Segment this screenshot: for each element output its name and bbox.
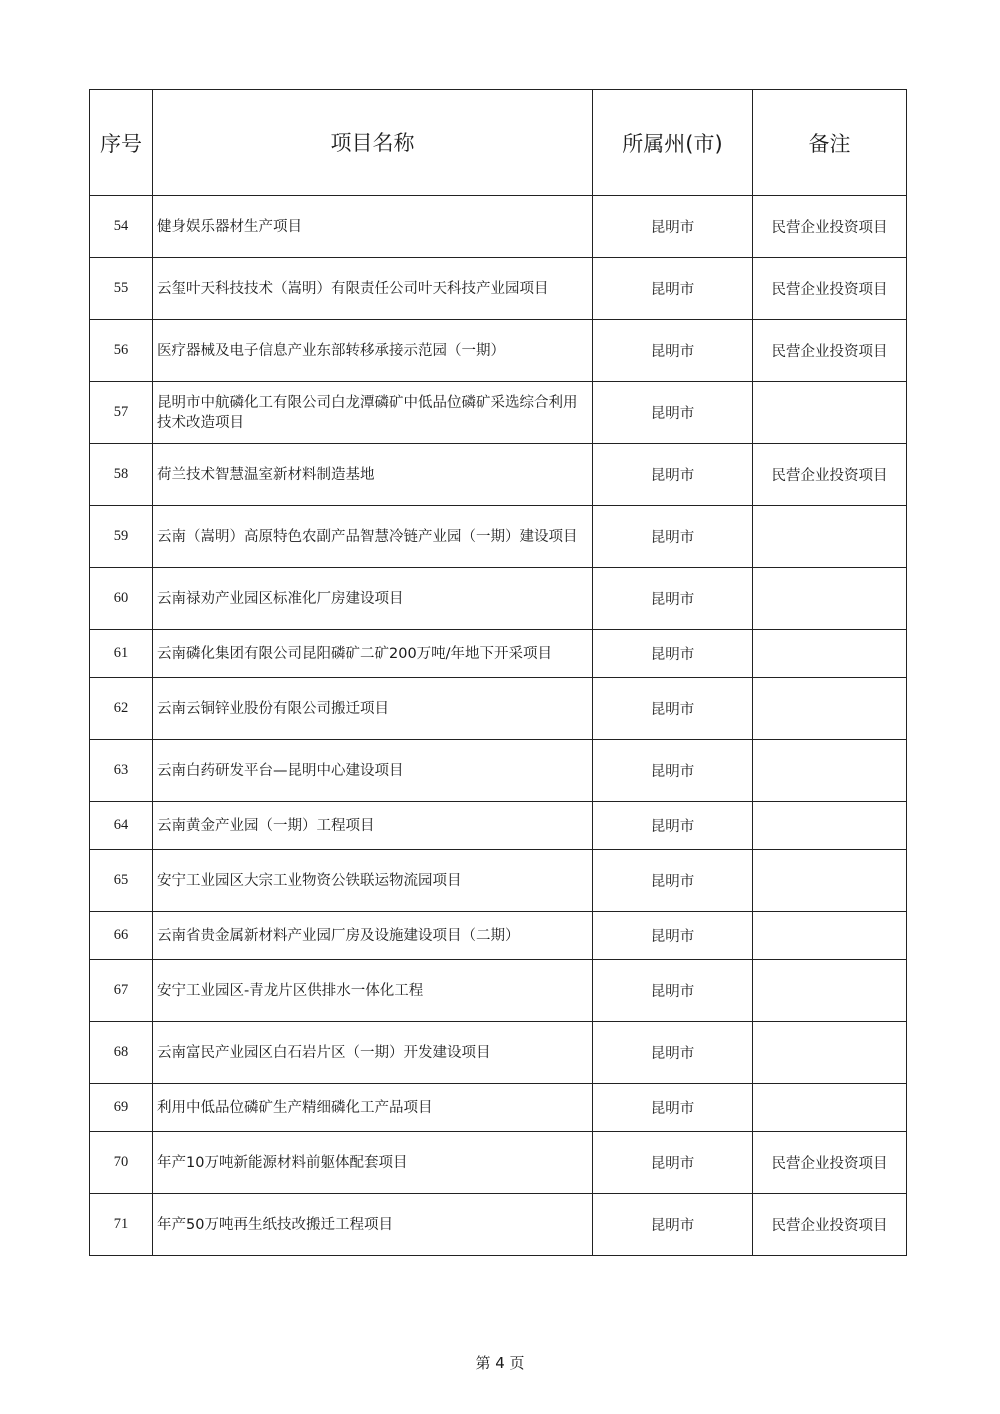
row-prefecture: 昆明市 (593, 1022, 753, 1084)
row-remarks (753, 740, 907, 802)
row-remarks (753, 1084, 907, 1132)
row-serial-number: 69 (90, 1084, 153, 1132)
header-remarks: 备注 (753, 90, 907, 196)
row-remarks (753, 506, 907, 568)
table-row (90, 740, 907, 802)
row-project-name: 昆明市中航磷化工有限公司白龙潭磷矿中低品位磷矿采选综合利用技术改造项目 (153, 382, 593, 444)
row-project-name: 云南（嵩明）高原特色农副产品智慧冷链产业园（一期）建设项目 (153, 506, 593, 568)
row-prefecture: 昆明市 (593, 1194, 753, 1256)
row-remarks (753, 802, 907, 850)
table-row (90, 1022, 907, 1084)
row-project-name: 年产50万吨再生纸技改搬迁工程项目 (153, 1194, 593, 1256)
table-row (90, 444, 907, 506)
table-row (90, 802, 907, 850)
row-project-name: 云南省贵金属新材料产业园厂房及设施建设项目（二期） (153, 912, 593, 960)
row-remarks: 民营企业投资项目 (753, 1132, 907, 1194)
row-remarks (753, 912, 907, 960)
row-serial-number: 62 (90, 678, 153, 740)
row-remarks: 民营企业投资项目 (753, 196, 907, 258)
row-prefecture: 昆明市 (593, 630, 753, 678)
row-remarks (753, 630, 907, 678)
row-remarks (753, 382, 907, 444)
row-project-name: 云南白药研发平台—昆明中心建设项目 (153, 740, 593, 802)
table-row (90, 382, 907, 444)
row-prefecture: 昆明市 (593, 1132, 753, 1194)
row-remarks: 民营企业投资项目 (753, 258, 907, 320)
table-row (90, 506, 907, 568)
row-prefecture: 昆明市 (593, 802, 753, 850)
row-remarks (753, 960, 907, 1022)
row-serial-number: 67 (90, 960, 153, 1022)
table-row (90, 960, 907, 1022)
table-row (90, 258, 907, 320)
table-header-row (90, 90, 907, 196)
table-row (90, 678, 907, 740)
header-project-name: 项目名称 (153, 90, 593, 196)
row-project-name: 云南禄劝产业园区标准化厂房建设项目 (153, 568, 593, 630)
row-remarks (753, 850, 907, 912)
row-serial-number: 54 (90, 196, 153, 258)
row-prefecture: 昆明市 (593, 960, 753, 1022)
row-project-name: 安宁工业园区-青龙片区供排水一体化工程 (153, 960, 593, 1022)
row-serial-number: 68 (90, 1022, 153, 1084)
table-row (90, 196, 907, 258)
row-project-name: 云南富民产业园区白石岩片区（一期）开发建设项目 (153, 1022, 593, 1084)
row-prefecture: 昆明市 (593, 196, 753, 258)
row-project-name: 云南云铜锌业股份有限公司搬迁项目 (153, 678, 593, 740)
row-prefecture: 昆明市 (593, 740, 753, 802)
table-row (90, 912, 907, 960)
row-serial-number: 66 (90, 912, 153, 960)
row-serial-number: 70 (90, 1132, 153, 1194)
row-serial-number: 57 (90, 382, 153, 444)
row-prefecture: 昆明市 (593, 320, 753, 382)
row-project-name: 云南黄金产业园（一期）工程项目 (153, 802, 593, 850)
row-serial-number: 56 (90, 320, 153, 382)
row-project-name: 医疗器械及电子信息产业东部转移承接示范园（一期） (153, 320, 593, 382)
row-prefecture: 昆明市 (593, 444, 753, 506)
table-row (90, 1084, 907, 1132)
table-row (90, 568, 907, 630)
row-project-name: 安宁工业园区大宗工业物资公铁联运物流园项目 (153, 850, 593, 912)
row-prefecture: 昆明市 (593, 912, 753, 960)
row-project-name: 利用中低品位磷矿生产精细磷化工产品项目 (153, 1084, 593, 1132)
row-project-name: 云玺叶天科技技术（嵩明）有限责任公司叶天科技产业园项目 (153, 258, 593, 320)
row-serial-number: 71 (90, 1194, 153, 1256)
row-serial-number: 59 (90, 506, 153, 568)
row-prefecture: 昆明市 (593, 382, 753, 444)
table-row (90, 320, 907, 382)
row-project-name: 云南磷化集团有限公司昆阳磷矿二矿200万吨/年地下开采项目 (153, 630, 593, 678)
row-prefecture: 昆明市 (593, 568, 753, 630)
table-row (90, 630, 907, 678)
row-project-name: 年产10万吨新能源材料前躯体配套项目 (153, 1132, 593, 1194)
header-serial-number: 序号 (90, 90, 153, 196)
page-number: 第 4 页 (475, 1354, 525, 1372)
row-prefecture: 昆明市 (593, 258, 753, 320)
table-row (90, 850, 907, 912)
row-project-name: 荷兰技术智慧温室新材料制造基地 (153, 444, 593, 506)
row-remarks (753, 678, 907, 740)
row-serial-number: 55 (90, 258, 153, 320)
header-prefecture: 所属州(市) (593, 90, 753, 196)
table-row (90, 1132, 907, 1194)
row-remarks: 民营企业投资项目 (753, 320, 907, 382)
project-table (89, 89, 907, 1256)
row-serial-number: 64 (90, 802, 153, 850)
row-remarks (753, 568, 907, 630)
row-prefecture: 昆明市 (593, 678, 753, 740)
row-prefecture: 昆明市 (593, 1084, 753, 1132)
row-prefecture: 昆明市 (593, 506, 753, 568)
row-serial-number: 58 (90, 444, 153, 506)
row-remarks (753, 1022, 907, 1084)
row-serial-number: 61 (90, 630, 153, 678)
row-serial-number: 63 (90, 740, 153, 802)
row-serial-number: 60 (90, 568, 153, 630)
row-remarks: 民营企业投资项目 (753, 1194, 907, 1256)
row-serial-number: 65 (90, 850, 153, 912)
row-prefecture: 昆明市 (593, 850, 753, 912)
row-remarks: 民营企业投资项目 (753, 444, 907, 506)
row-project-name: 健身娱乐器材生产项目 (153, 196, 593, 258)
table-row (90, 1194, 907, 1256)
